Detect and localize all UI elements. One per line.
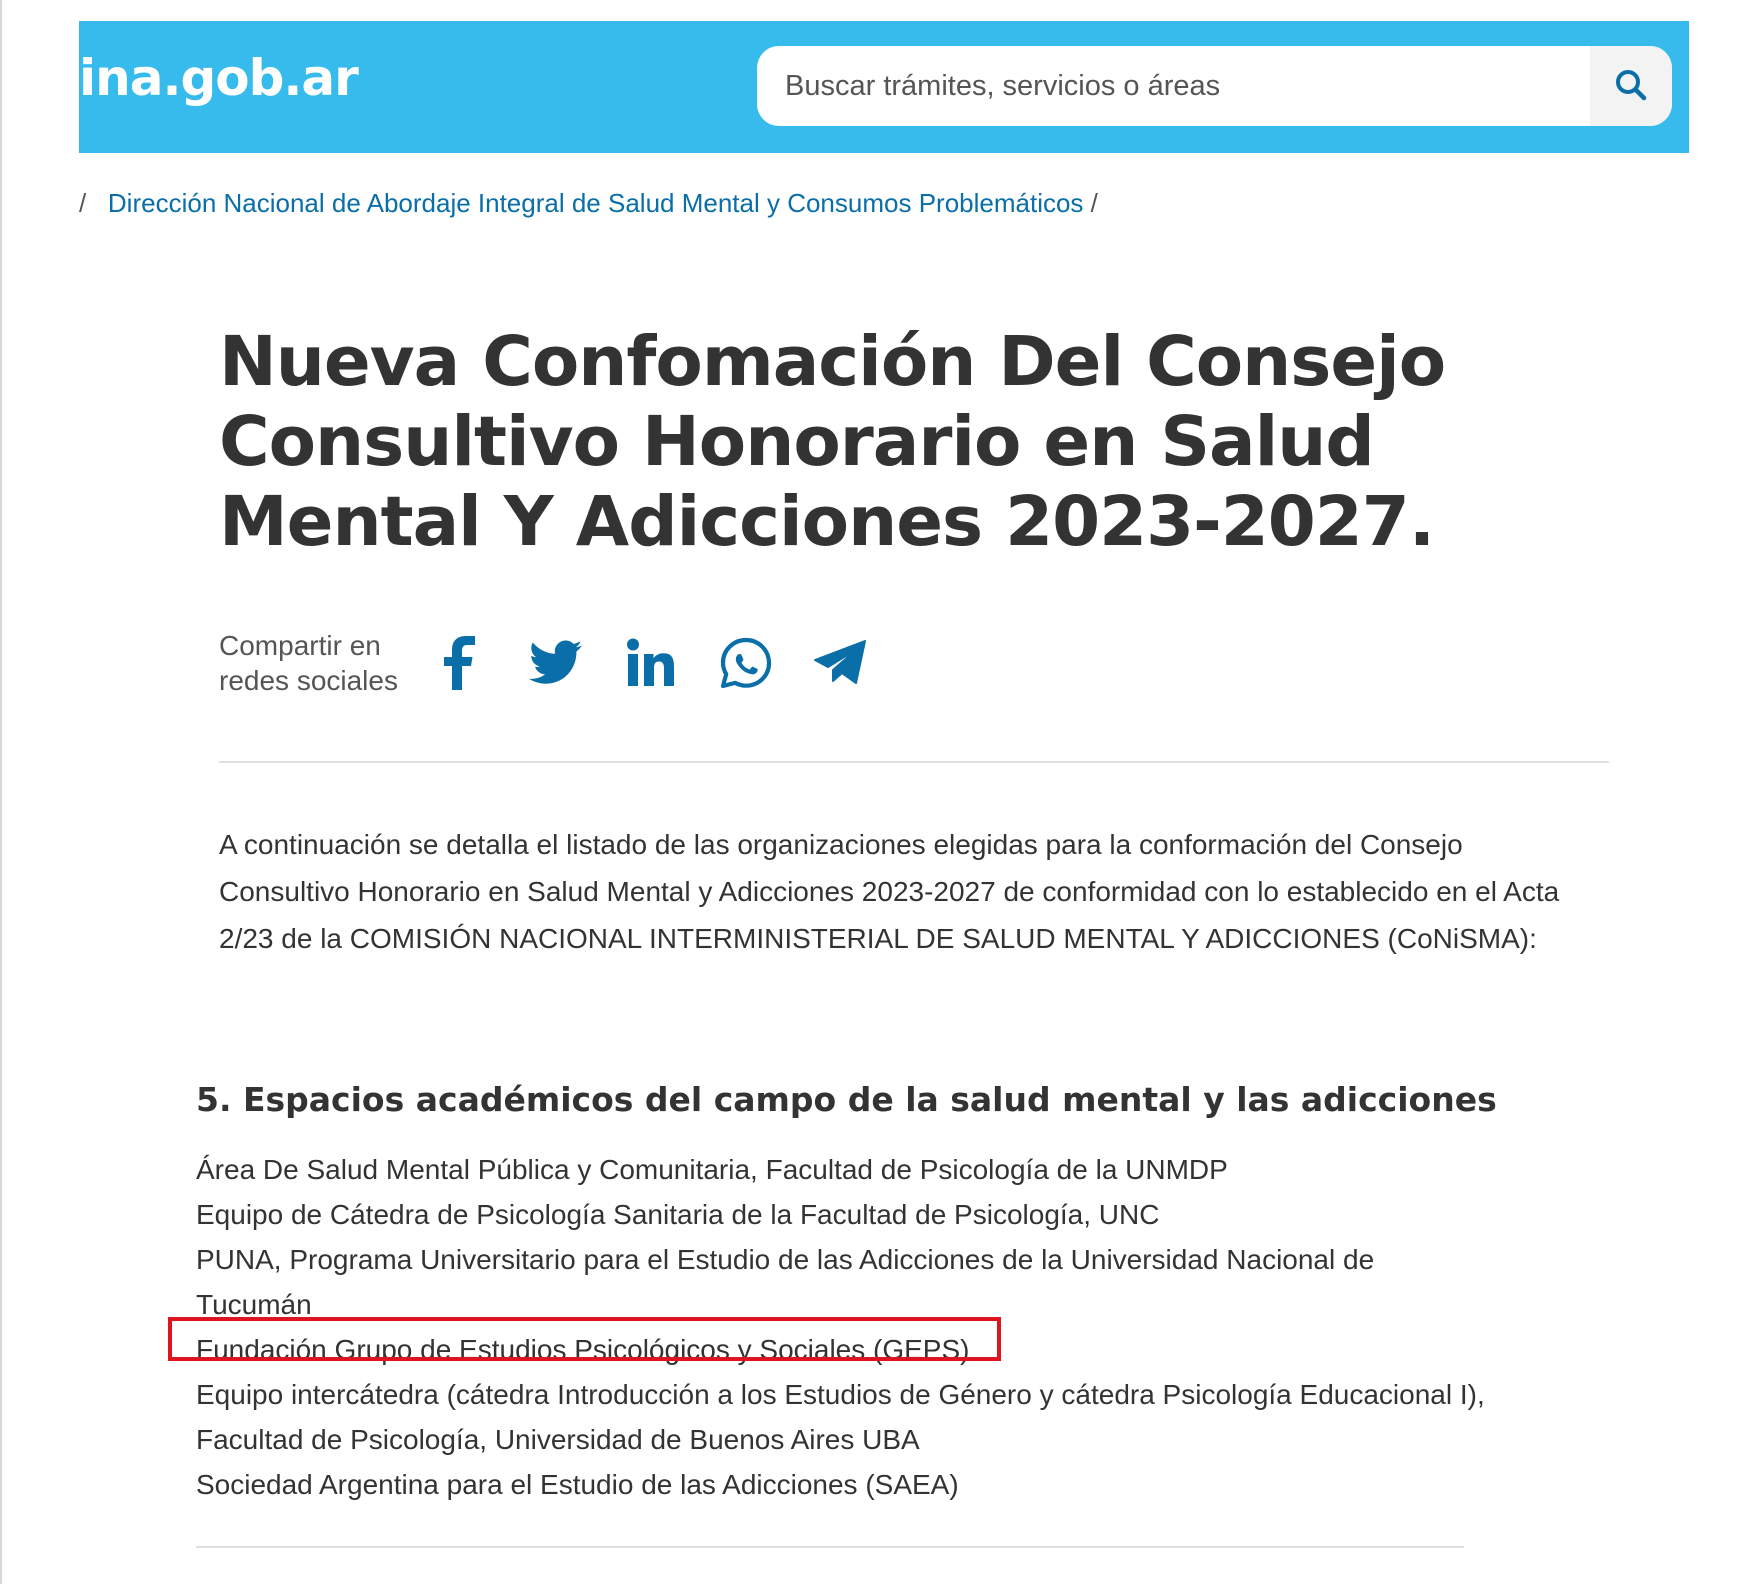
list-item: Sociedad Argentina para el Estudio de las Adicciones (SAEA) [196,1469,959,1500]
section-title: 5. Espacios académicos del campo de la salud mental y las adicciones [196,1080,1497,1119]
share-icons [429,631,904,695]
linkedin-icon[interactable] [619,631,683,695]
list-item: Área De Salud Mental Pública y Comunitaria, Facultad de Psicología de la UNMDP [196,1154,1228,1185]
twitter-icon[interactable] [524,631,588,695]
highlight-annotation [168,1317,1001,1361]
breadcrumb [79,188,1098,219]
share-divider [219,761,1609,763]
list-item-highlighted: Fundación Grupo de Estudios Psicológicos y Sociales (GEPS) [196,1334,970,1365]
site-logo[interactable]: ina.gob.ar [79,49,358,107]
breadcrumb-separator: / [1090,188,1098,218]
whatsapp-icon[interactable] [714,631,778,695]
list-item: PUNA, Programa Universitario para el Estudio de las Adicciones de la Universidad Nacional de Tucumán [196,1244,1375,1320]
section-divider [196,1546,1464,1548]
breadcrumb-separator: / [79,188,87,218]
share-bar [219,628,904,698]
page-title: Nueva Confomación Del Consejo Consultivo Honorario en Salud Mental Y Adicciones 2023-2027. [219,322,1446,562]
search-input[interactable] [757,46,1587,126]
facebook-icon[interactable] [429,631,493,695]
search-bar [757,46,1672,126]
breadcrumb-link-direccion-nacional[interactable]: Dirección Nacional de Abordaje Integral de Salud Mental y Consumos Problemáticos [107,188,1084,218]
article-intro: A continuación se detalla el listado de las organizaciones elegidas para la conformación del Consejo Consultivo Honorario en Salud Mental y Adicciones 2023-2027 de conformidad con lo establecido en el Acta 2/23 de la COMISIÓN NACIONAL INTERMINISTERIAL DE SALUD MENTAL Y ADICCIONES (CoNiSMA): [219,829,1560,954]
search-icon [1614,68,1648,105]
list-item: Equipo de Cátedra de Psicología Sanitaria de la Facultad de Psicología, UNC [196,1199,1160,1230]
list-item: Equipo intercátedra (cátedra Introducción a los Estudios de Género y cátedra Psicología Educacional I), Facultad de Psicología, Universidad de Buenos Aires UBA [196,1379,1485,1455]
page-left-border [0,0,2,1584]
telegram-icon[interactable] [809,631,873,695]
site-header [79,21,1689,153]
share-label: Compartir en redes sociales [219,630,398,696]
search-button[interactable] [1590,46,1672,126]
